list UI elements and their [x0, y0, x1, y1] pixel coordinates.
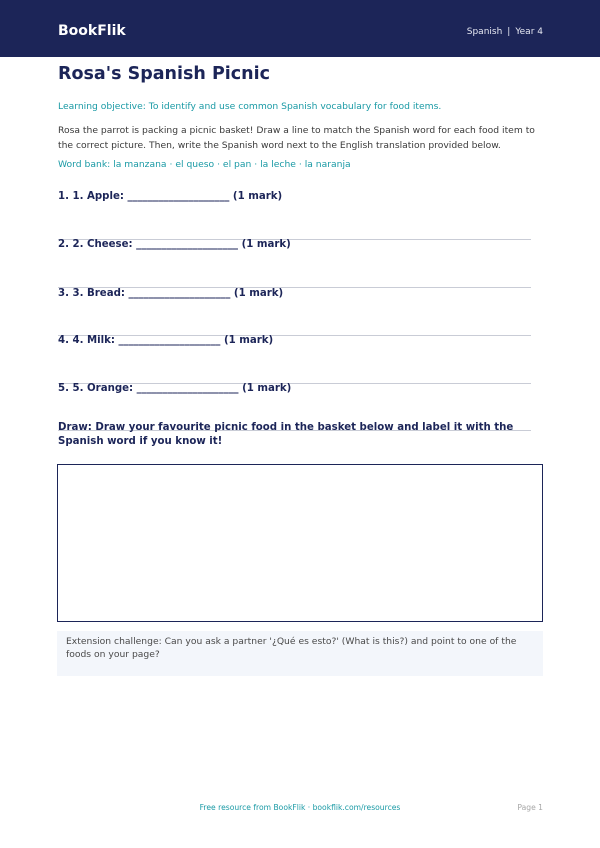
question-bread: 3. 3. Bread: ____________________ (1 mark): [58, 288, 284, 299]
brand-logo[interactable]: BookFlik: [58, 23, 126, 39]
header-bar: [0, 0, 600, 57]
subject-label: Spanish: [466, 27, 503, 37]
subject-year-label: [467, 27, 543, 37]
word-bank: Word bank: la manzana · el queso · el pan · la leche · la naranja: [58, 159, 351, 170]
extension-challenge: Extension challenge: Can you ask a partner '¿Qué es esto?' (What is this?) and point to one of the foods on your page?: [57, 631, 543, 676]
draw-prompt: Draw: Draw your favourite picnic food in the basket below and label it with the Spanish word if you know it!: [58, 422, 514, 447]
instructions: Rosa the parrot is packing a picnic basket! Draw a line to match the Spanish word for each food item to the correct picture. Then, write the Spanish word next to the English translation provided below.: [58, 125, 535, 151]
worksheet-title: Rosa's Spanish Picnic: [58, 64, 270, 84]
question-milk: 4. 4. Milk: ____________________ (1 mark): [58, 335, 274, 346]
learning-objective: Learning objective: To identify and use common Spanish vocabulary for food items.: [58, 101, 442, 112]
question-cheese: 2. 2. Cheese: ____________________ (1 mark): [58, 239, 291, 250]
drawing-area[interactable]: [57, 464, 543, 622]
page-number: Page 1: [517, 803, 543, 812]
question-orange: 5. 5. Orange: ____________________ (1 mark): [58, 383, 292, 394]
footer-credit[interactable]: Free resource from BookFlik · bookflik.com/resources: [199, 803, 401, 812]
separator: |: [507, 27, 511, 37]
year-label: Year 4: [515, 27, 543, 37]
question-apple: 1. 1. Apple: ____________________ (1 mark): [58, 191, 283, 202]
